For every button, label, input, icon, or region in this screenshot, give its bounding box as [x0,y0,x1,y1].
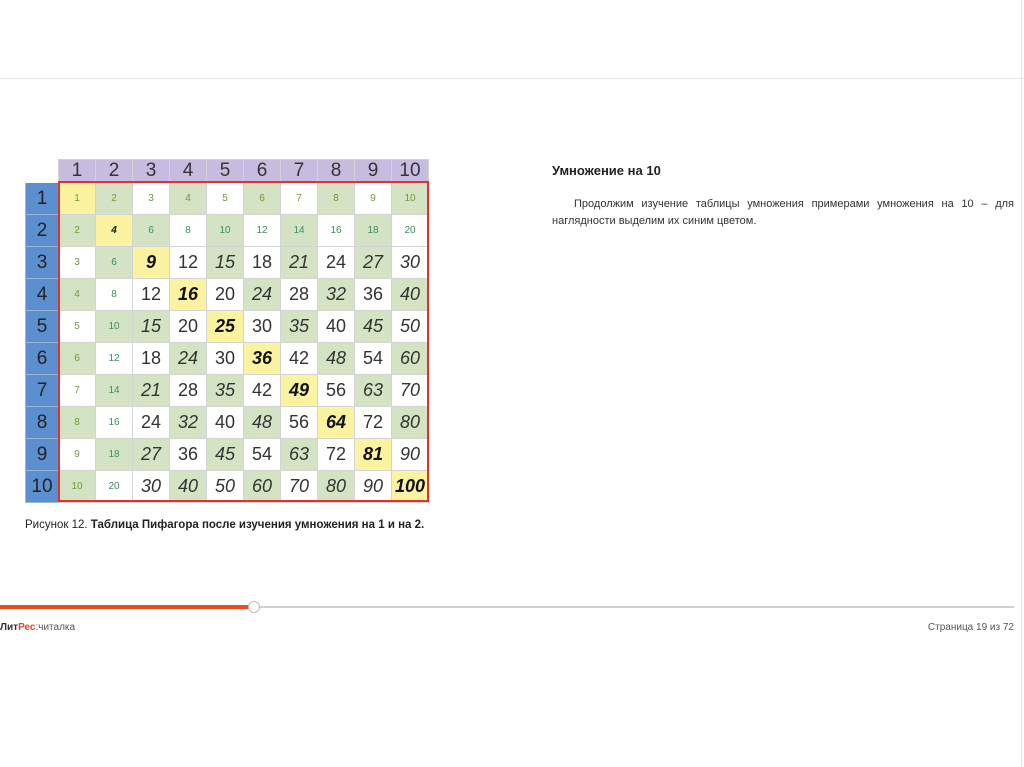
table-cell: 18 [355,215,392,247]
table-row [26,439,429,471]
table-cell: 36 [170,439,207,471]
table-cell: 4 [59,279,96,311]
table-cell: 25 [207,311,244,343]
right-divider [1021,0,1022,767]
table-cell: 9 [355,183,392,215]
table-cell: 28 [281,279,318,311]
table-cell: 24 [133,407,170,439]
row-header: 10 [26,471,59,503]
row-header: 1 [26,183,59,215]
table-cell: 10 [59,471,96,503]
table-cell: 20 [392,215,429,247]
table-cell: 10 [392,183,429,215]
table-cell: 60 [244,471,281,503]
row-header: 7 [26,375,59,407]
column-header: 9 [355,160,392,183]
table-cell: 12 [244,215,281,247]
table-cell: 24 [170,343,207,375]
table-cell: 72 [318,439,355,471]
table-cell: 45 [207,439,244,471]
table-cell: 90 [392,439,429,471]
page-indicator: Страница 19 из 72 [927,622,1014,633]
progress-fill [0,605,254,609]
table-cell: 18 [96,439,133,471]
pythagoras-table [25,159,429,503]
table-cell: 7 [59,375,96,407]
column-header: 8 [318,160,355,183]
table-cell: 16 [96,407,133,439]
table-cell: 56 [318,375,355,407]
table-cell: 40 [207,407,244,439]
table-cell: 27 [355,247,392,279]
table-cell: 8 [96,279,133,311]
table-cell: 60 [392,343,429,375]
table-row [26,247,429,279]
table-cell: 20 [207,279,244,311]
row-header: 6 [26,343,59,375]
table-cell: 6 [133,215,170,247]
brand-logo[interactable] [0,622,75,633]
table-row [26,215,429,247]
table-row [26,375,429,407]
table-cell: 21 [133,375,170,407]
table-cell: 35 [207,375,244,407]
table-cell: 49 [281,375,318,407]
table-cell: 3 [59,247,96,279]
progress-handle[interactable] [248,601,260,613]
column-header: 10 [392,160,429,183]
brand-part-reader: :читалка [35,622,76,633]
table-cell: 30 [392,247,429,279]
table-cell: 42 [244,375,281,407]
table-cell: 54 [244,439,281,471]
table-cell: 40 [392,279,429,311]
table-cell: 36 [244,343,281,375]
column-header: 5 [207,160,244,183]
table-cell: 80 [392,407,429,439]
table-cell: 1 [59,183,96,215]
table-cell: 20 [170,311,207,343]
table-cell: 8 [318,183,355,215]
table-cell: 9 [133,247,170,279]
table-cell: 90 [355,471,392,503]
table-cell: 6 [244,183,281,215]
brand-part-lit: Лит [0,622,19,633]
table-cell: 9 [59,439,96,471]
table-corner [26,160,59,183]
figure-caption [25,519,424,531]
table-cell: 70 [392,375,429,407]
table-cell: 16 [318,215,355,247]
table-cell: 70 [281,471,318,503]
table-row [26,407,429,439]
table-cell: 10 [96,311,133,343]
table-cell: 64 [318,407,355,439]
section-heading: Умножение на 10 [552,163,661,178]
row-header: 5 [26,311,59,343]
table-cell: 63 [355,375,392,407]
table-cell: 32 [318,279,355,311]
table-cell: 12 [96,343,133,375]
table-cell: 40 [318,311,355,343]
table-row [26,311,429,343]
table-cell: 50 [392,311,429,343]
table-cell: 54 [355,343,392,375]
table-cell: 6 [96,247,133,279]
table-cell: 35 [281,311,318,343]
table-cell: 2 [59,215,96,247]
brand-part-res: Рес [18,622,36,633]
column-header: 2 [96,160,133,183]
table-cell: 8 [59,407,96,439]
table-cell: 42 [281,343,318,375]
caption-prefix: Рисунок 12. [25,519,91,531]
table-cell: 56 [281,407,318,439]
table-cell: 36 [355,279,392,311]
table-cell: 15 [207,247,244,279]
table-cell: 4 [170,183,207,215]
table-row [26,471,429,503]
row-header: 3 [26,247,59,279]
table-cell: 12 [133,279,170,311]
table-cell: 5 [207,183,244,215]
column-header: 1 [59,160,96,183]
row-header: 2 [26,215,59,247]
table-row [26,343,429,375]
table-cell: 5 [59,311,96,343]
table-cell: 14 [281,215,318,247]
table-cell: 30 [133,471,170,503]
table-cell: 7 [281,183,318,215]
table-cell: 24 [318,247,355,279]
table-cell: 28 [170,375,207,407]
column-header: 4 [170,160,207,183]
column-header: 6 [244,160,281,183]
table-cell: 40 [170,471,207,503]
table-cell: 14 [96,375,133,407]
table-cell: 18 [133,343,170,375]
table-cell: 10 [207,215,244,247]
table-cell: 2 [96,183,133,215]
table-cell: 30 [207,343,244,375]
row-header: 9 [26,439,59,471]
table-cell: 12 [170,247,207,279]
row-header: 4 [26,279,59,311]
table-cell: 45 [355,311,392,343]
table-cell: 20 [96,471,133,503]
table-cell: 80 [318,471,355,503]
top-divider [0,78,1024,79]
table-cell: 48 [244,407,281,439]
table-cell: 32 [170,407,207,439]
table-cell: 4 [96,215,133,247]
table-cell: 24 [244,279,281,311]
table-cell: 81 [355,439,392,471]
table-cell: 18 [244,247,281,279]
table-cell: 6 [59,343,96,375]
table-cell: 48 [318,343,355,375]
section-paragraph: Продолжим изучение таблицы умножения примерами умножения на 10 – для наглядности выделим их синим цветом. [552,198,1014,227]
column-header: 7 [281,160,318,183]
table-row [26,279,429,311]
table-cell: 100 [392,471,429,503]
table-cell: 8 [170,215,207,247]
table-cell: 3 [133,183,170,215]
table-cell: 63 [281,439,318,471]
table-cell: 27 [133,439,170,471]
table-cell: 15 [133,311,170,343]
table-row [26,183,429,215]
caption-text: Таблица Пифагора после изучения умножения на 1 и на 2. [90,519,425,531]
table-cell: 50 [207,471,244,503]
table-cell: 21 [281,247,318,279]
row-header: 8 [26,407,59,439]
table-cell: 30 [244,311,281,343]
table-cell: 72 [355,407,392,439]
table-cell: 16 [170,279,207,311]
column-header: 3 [133,160,170,183]
